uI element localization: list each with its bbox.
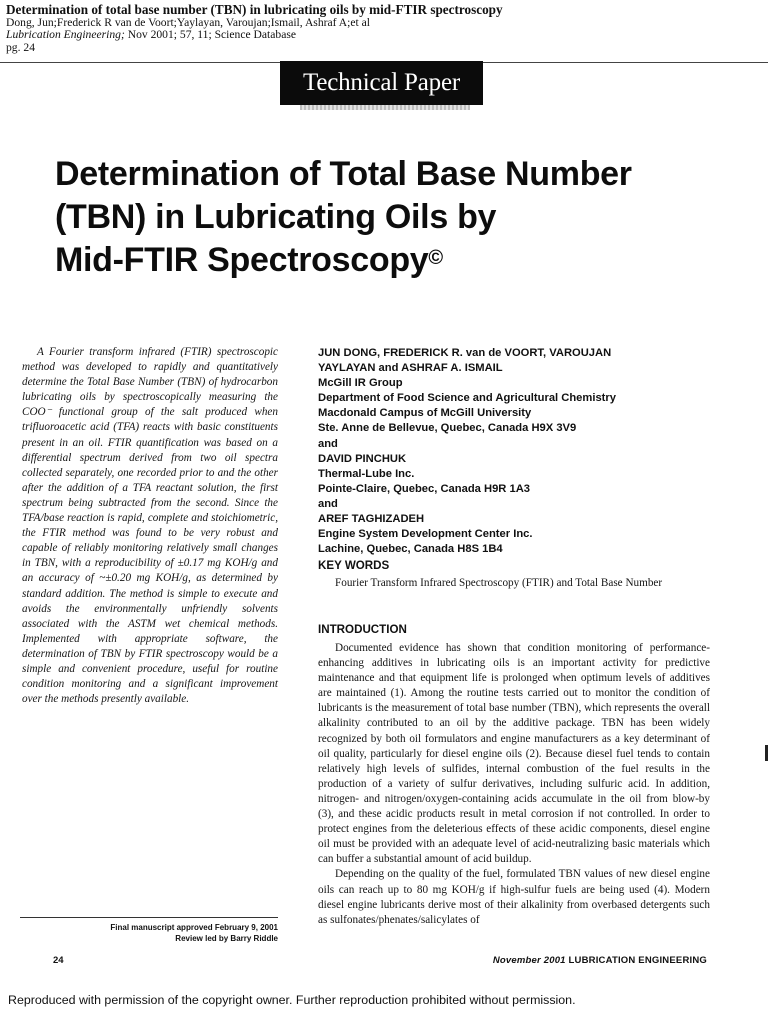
citation-journal: Lubrication Engineering;: [6, 28, 125, 42]
manuscript-footnote: [20, 923, 278, 944]
introduction-body: [318, 641, 710, 928]
affiliation-line: AREF TAGHIZADEH: [318, 513, 425, 526]
affiliation-line: Lachine, Quebec, Canada H8S 1B4: [318, 543, 503, 556]
introduction-heading: INTRODUCTION: [318, 623, 407, 636]
title-line: [55, 239, 745, 282]
title-line: Determination of Total Base Number: [55, 155, 632, 193]
footnote-approved: Final manuscript approved February 9, 2001: [110, 923, 278, 932]
citation-title: Determination of total base number (TBN) in lubricating oils by mid-FTIR spectroscopy: [6, 2, 503, 17]
running-footer: [430, 955, 707, 966]
section-label: Technical Paper: [280, 61, 483, 105]
citation-issue: Nov 2001; 57, 11; Science Database: [124, 28, 297, 42]
author-affiliations: [318, 346, 748, 557]
affiliation-line: Department of Food Science and Agricultural Chemistry: [318, 392, 616, 405]
citation-authors: Dong, Jun;Frederick R van de Voort;Yaylayan, Varoujan;Ismail, Ashraf A;et al: [6, 16, 370, 29]
affiliation-line: and: [318, 437, 338, 450]
affiliation-line: and: [318, 497, 338, 510]
keywords-text: [318, 576, 710, 591]
title-line-text: Mid-FTIR Spectroscopy: [55, 241, 429, 279]
affiliation-line: DAVID PINCHUK: [318, 452, 407, 465]
affiliation-line: Thermal-Lube Inc.: [318, 467, 415, 480]
affiliation-line: Ste. Anne de Bellevue, Quebec, Canada H9X 3V9: [318, 422, 577, 435]
title-line: (TBN) in Lubricating Oils by: [55, 198, 497, 236]
keywords-paragraph: Fourier Transform Infrared Spectroscopy (FTIR) and Total Base Number: [335, 577, 663, 589]
introduction-paragraph: Documented evidence has shown that condition monitoring of performance-enhancing additives in lubricating oils is an important activity for predictive maintenance and that equipment life is prolonged when optimum levels of additives are maintained (1). Among the routine tests carried out to monitor the condition of lubricants is the measurement of total base number (TBN), which represents the overall alkalinity contributed to an oil by the additive package. TBN has been widely recognized by both oil formulators and engine manufacturers as a key determinant of oil quality, particularly for diesel engine oils (2). Because diesel fuel tends to contain relatively high levels of sulfides, internal combustion of the fuel results in the production of a variety of sulfur derivatives, including sulfuric acid. In addition, nitrogen- and nitrogen/oxygen-containing acids accumulate in the oil from blow-by (3), and these acidic products result in metal corrosion if not controlled. In order to protect engines from the deleterious effects of these acidic components, diesel engine oil must be provided with an adequate level of acid-neutralizing basic materials which can buffer a substantial amount of acid buildup.: [318, 642, 710, 866]
footnote-review: Review led by Barry Riddle: [175, 933, 278, 943]
copyright-mark: ©: [428, 247, 443, 269]
paper-title: [55, 153, 745, 282]
copyright-notice: Reproduced with permission of the copyright owner. Further reproduction prohibited without permission.: [8, 993, 576, 1007]
abstract: A Fourier transform infrared (FTIR) spectroscopic method was developed to rapidly and quantitatively determine the Total Base Number (TBN) of hydrocarbon lubricating oils by spectroscopically measuring the COO⁻ functional group of the salt produced when trifluoroacetic acid (TFA) reacts with basic constituents present in an oil. FTIR quantification was based on a differential spectrum derived from two oil spectra collected separately, one recorded prior to and the other after the addition of a TFA reactant solution, the first spectrum being subtracted from the second. Since the TFA/base reaction is rapid, complete and stoichiometric, the FTIR method was found to be very robust and capable of reliably monitoring relatively small changes in TBN, with a reproducibility of ±0.17 mg KOH/g and an accuracy of ~±0.20 mg KOH/g, as determined by standard addition. The method is simple to execute and avoids the environmentally unfriendly solvents associated with the ASTM wet chemical methods. Implemented with appropriate software, the determination of TBN by FTIR spectroscopy would be a simple and convenient procedure, useful for routine condition monitoring and a significant improvement over the methods presently available.: [22, 346, 278, 706]
page-number: 24: [53, 955, 64, 966]
footer-journal: LUBRICATION ENGINEERING: [565, 955, 707, 966]
affiliation-line: Pointe-Claire, Quebec, Canada H9R 1A3: [318, 482, 531, 495]
affiliation-line: McGill IR Group: [318, 377, 403, 390]
affiliation-line: JUN DONG, FREDERICK R. van de VOORT, VAROUJAN: [318, 347, 612, 359]
citation-source: [6, 29, 761, 41]
footnote-rule: [20, 917, 278, 918]
affiliation-line: Macdonald Campus of McGill University: [318, 407, 532, 420]
keywords-heading: KEY WORDS: [318, 559, 390, 572]
introduction-paragraph: Depending on the quality of the fuel, formulated TBN values of new diesel engine oils can reach up to 80 mg KOH/g if high-sulfur fuels are being used (4). Modern diesel engine lubricants derive most of their alkalinity from overbased detergents such as sulfonates/phenates/salicylates of: [318, 868, 710, 926]
affiliation-line: YAYLAYAN and ASHRAF A. ISMAIL: [318, 362, 503, 375]
section-label-shadow: [300, 105, 470, 110]
citation-header: [6, 2, 761, 54]
citation-page: pg. 24: [6, 40, 35, 54]
footer-date: November 2001: [492, 955, 566, 966]
affiliation-line: Engine System Development Center Inc.: [318, 528, 533, 541]
